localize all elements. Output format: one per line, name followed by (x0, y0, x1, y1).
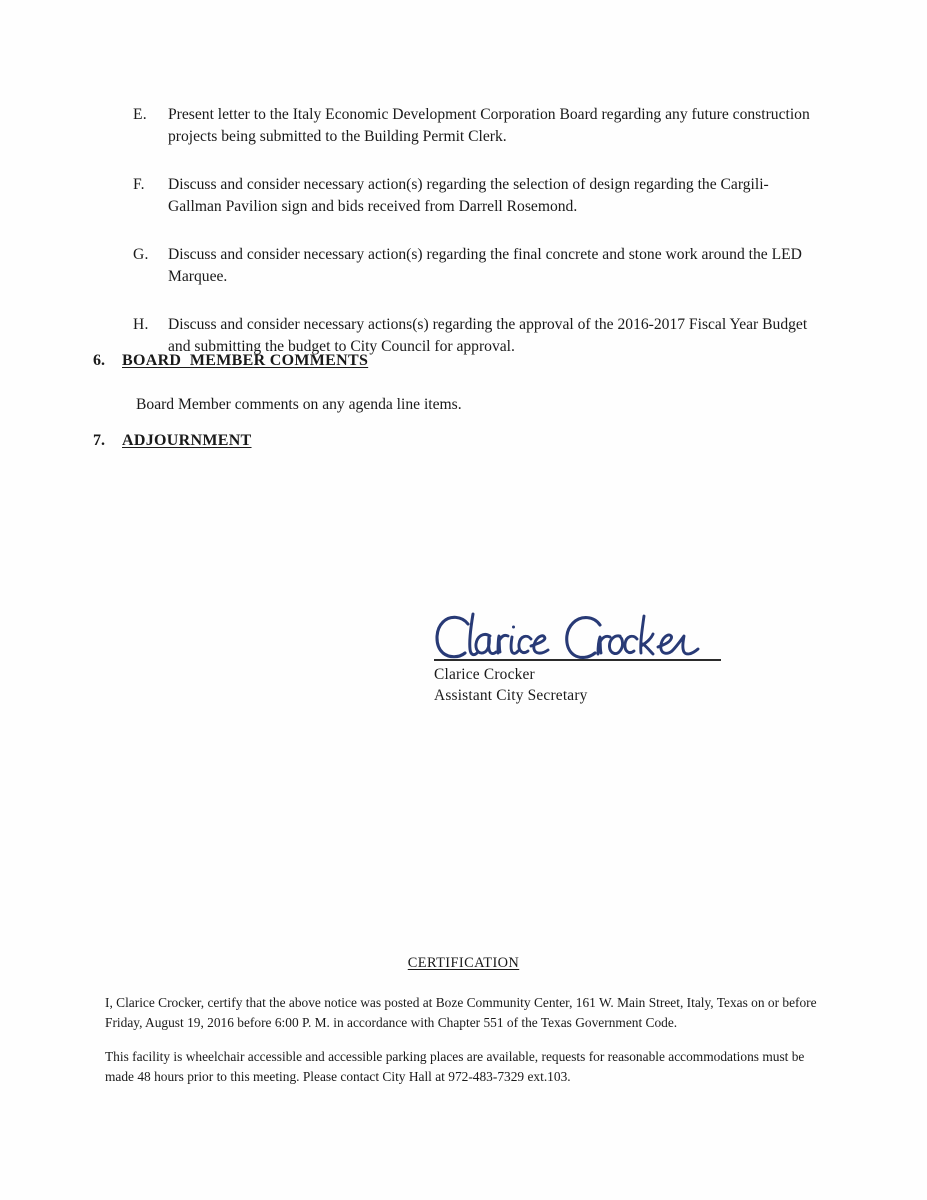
signature-block (434, 608, 764, 707)
certification-paragraph-accessibility: This facility is wheelchair accessible and accessible parking places are available, requests for reasonable accommodations must be made 48 hours prior to this meeting. Please contact City Hall at 972-483-7329 ext.103. (105, 1049, 805, 1085)
agenda-item-text: Discuss and consider necessary action(s) regarding the selection of design regarding the Cargili-Gallman Pavilion sign and bids received from Darrell Rosemond. (168, 176, 769, 215)
signatory-title: Assistant City Secretary (434, 687, 588, 705)
agenda-item-list (0, 104, 927, 384)
agenda-item-text: Discuss and consider necessary action(s) regarding the final concrete and stone work around the LED Marquee. (168, 246, 802, 285)
section-title: BOARD MEMBER COMMENTS (122, 352, 369, 369)
section-body-board-member-comments: Board Member comments on any agenda line items. (136, 396, 462, 413)
section-number: 6. (93, 352, 105, 369)
agenda-item-f (0, 174, 927, 217)
agenda-item-letter: E. (133, 106, 147, 123)
section-number: 7. (93, 432, 105, 449)
agenda-item-text: Discuss and consider necessary actions(s) regarding the approval of the 2016-2017 Fiscal Year Budget and submitting the budget to City Council for approval. (168, 316, 808, 355)
signatory-name: Clarice Crocker (434, 665, 535, 683)
agenda-item-text: Present letter to the Italy Economic Development Corporation Board regarding any future construction projects being submitted to the Building Permit Clerk. (168, 106, 810, 145)
certification-heading (0, 955, 927, 972)
certification-paragraph-posting: I, Clarice Crocker, certify that the above notice was posted at Boze Community Center, 161 W. Main Street, Italy, Texas on or before Friday, August 19, 2016 before 6:00 P. M. in accordance with Chapter 551 of the Texas Government Code. (105, 995, 817, 1031)
agenda-item-letter: H. (133, 316, 149, 334)
section-heading-board-member-comments (93, 352, 368, 370)
agenda-item-h (0, 314, 927, 357)
certification-heading-text: CERTIFICATION (407, 955, 520, 971)
agenda-item-letter: F. (133, 176, 145, 194)
section-title: ADJOURNMENT (122, 432, 252, 449)
signature-line (434, 659, 721, 661)
agenda-item-g (0, 244, 927, 287)
agenda-item-e (0, 104, 927, 147)
section-heading-adjournment (93, 432, 252, 450)
agenda-item-letter: G. (133, 246, 149, 264)
